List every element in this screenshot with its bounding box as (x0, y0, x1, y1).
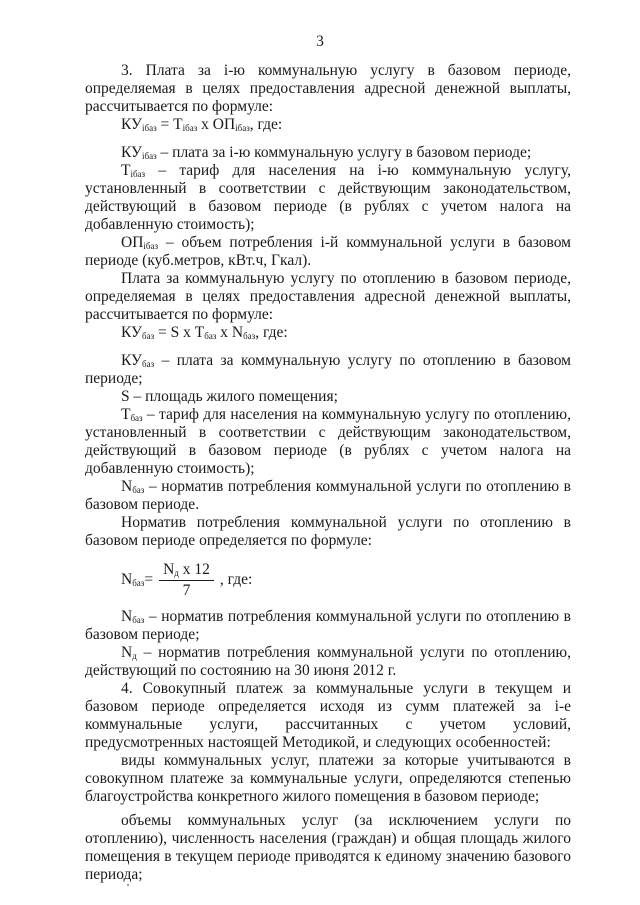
norm-intro: Норматив потребления коммунальной услуги по отоплению в базовом периоде определяется по формуле: (85, 514, 571, 549)
definition-t-heating: $Т_{баз}$ – тариф для населения на коммунальную услугу по отоплению, установленный в соответствии с действующим законодательством, действующий в базовом периоде (в рублях с учетом налога на добавленную стоимость); (85, 406, 571, 477)
fraction: $\frac{N_д х 12}{7}$ (159, 561, 214, 600)
page-number: 3 (316, 33, 324, 50)
scan-speck (127, 884, 129, 886)
section-3-intro: 3. Плата за i-ю коммунальную услугу в базовом периоде, определяемая в целях предоставления адресной денежной выплаты, рассчитывается по формуле: (85, 62, 571, 115)
section-4: 4. Совокупный платеж за коммунальные услуги в текущем и базовом периоде определяется исходя из сумм платежей за i-е коммунальные услуги, рассчитанных с учетом условий, предусмотренных настоящей Методикой, и следующих особенностей: (85, 680, 571, 751)
definition-area: S – площадь жилого помещения; (121, 388, 338, 405)
formula-norm: $N_{баз}$ = $\frac{N_д х 12}{7}$ , где: (121, 560, 253, 599)
feature-services: виды коммунальных услуг, платежи за которые учитываются в совокупном платеже за коммунальные услуги, определяются степенью благоустройства конкретного жилого помещения в базовом периоде; (85, 752, 571, 805)
definition-ku-heating: $КУ_{баз}$ – плата за коммунальную услугу по отоплению в базовом периоде; (85, 352, 571, 387)
definition-n-heating: $N_{баз}$ – норматив потребления коммунальной услуги по отоплению в базовом периоде. (85, 478, 571, 513)
definition-n-base: $N_{баз}$ – норматив потребления коммунальной услуги по отоплению в базовом периоде; (85, 608, 571, 643)
definition-ku-i: $КУ_{iбаз}$ – плата за i-ю коммунальную услугу в базовом периоде; (121, 144, 532, 161)
definition-t-i: $Т_{iбаз}$ – тариф для населения на i-ю коммунальную услугу, установленный в соответствии с действующим законодательством, действующий в базовом периоде (в рублях с учетом налога на добавленную стоимость); (85, 162, 571, 233)
definition-n-d: $N_д$ – норматив потребления коммунальной услуги по отоплению, действующий по состоянию на 30 июня 2012 г. (85, 644, 571, 679)
formula-utility-payment: $КУ_{iбаз} = Т_{iбаз}$ х $ОП_{iбаз}$, где: (121, 116, 283, 133)
document-body (85, 62, 571, 884)
definition-op-i: $ОП_{iбаз}$ – объем потребления i-й коммунальной услуги в базовом периоде (куб.метров, кВт.ч, Гкал). (85, 234, 571, 269)
heating-intro: Плата за коммунальную услугу по отоплению в базовом периоде, определяемая в целях предоставления адресной денежной выплаты, рассчитывается по формуле: (85, 270, 571, 323)
feature-volumes: объемы коммунальных услуг (за исключением услуги по отоплению), численность населения (граждан) и общая площадь жилого помещения в текущем периоде приводятся к единому значению базового периода; (85, 812, 571, 883)
formula-heating-payment: $КУ_{баз} = S$ х $Т_{баз}$ х $N_{баз}$, где: (121, 324, 288, 341)
